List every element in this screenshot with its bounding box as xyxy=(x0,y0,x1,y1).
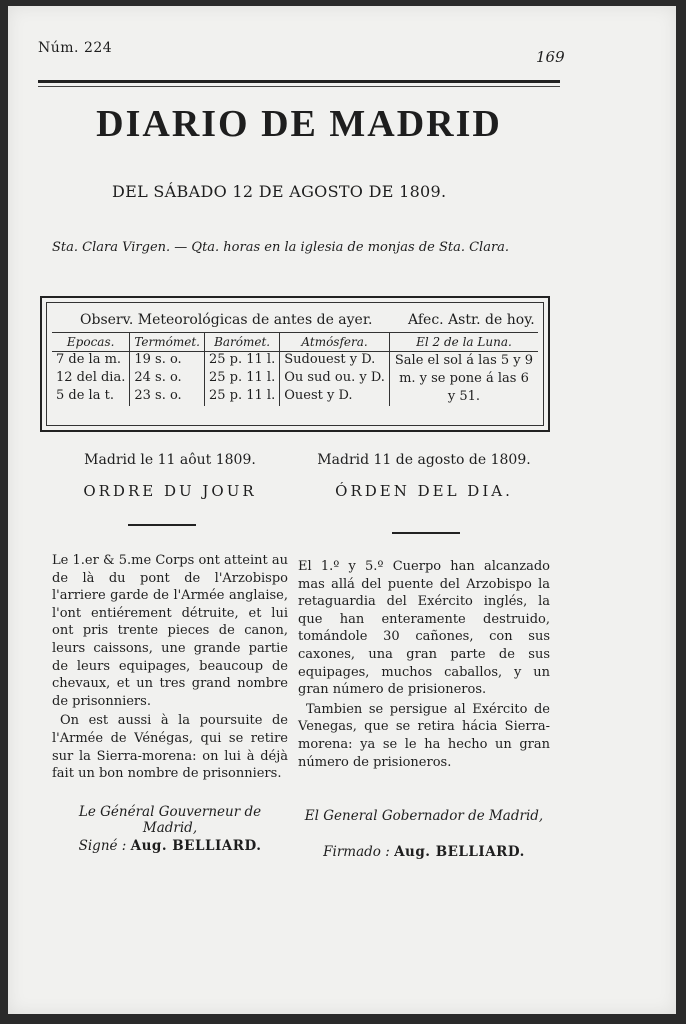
top-rule-thin xyxy=(38,86,560,87)
spanish-paragraph-1: El 1.º y 5.º Cuerpo han alcanzado mas allá del puente del Arzobispo la retaguardia del Exército inglés, la que han enteramente destruido, tomándole 30 cañones, con sus caxones, una gran parte de sus equipages, muchos caballos, y un gran número de prisioneros. xyxy=(298,559,550,698)
meteo-row xyxy=(52,352,538,371)
spanish-rule xyxy=(392,532,460,534)
epoca-cell: 5 de la t. xyxy=(56,388,114,403)
col-atmosfera: Atmósfera. xyxy=(280,333,390,352)
french-signature xyxy=(52,838,288,854)
baro-cell: 25 p. 11 l. xyxy=(204,370,279,388)
termo-cell: 24 s. o. xyxy=(130,370,205,388)
baro-cell: 25 p. 11 l. xyxy=(204,352,279,371)
french-body xyxy=(52,552,288,785)
col-luna: El 2 de la Luna. xyxy=(389,333,538,352)
col-termometro: Termómet. xyxy=(130,333,205,352)
spanish-signed-name: Aug. BELLIARD. xyxy=(394,844,525,860)
atmos-cell: Ouest y D. xyxy=(280,388,390,406)
french-signed-label: Signé : xyxy=(78,838,127,854)
col-epocas: Epocas. xyxy=(52,333,130,352)
baro-cell: 25 p. 11 l. xyxy=(204,388,279,406)
spanish-heading: ÓRDEN DEL DIA. xyxy=(335,482,513,500)
french-rule xyxy=(128,524,196,526)
french-place-date: Madrid le 11 aôut 1809. xyxy=(84,452,256,468)
spanish-body xyxy=(298,558,550,773)
french-signed-name: Aug. BELLIARD. xyxy=(130,838,262,854)
saint-notice: Sta. Clara Virgen. — Qta. horas en la iglesia de monjas de Sta. Clara. xyxy=(52,240,510,255)
astro-title: Afec. Astr. de hoy. xyxy=(408,312,535,328)
french-heading: ORDRE DU JOUR xyxy=(83,482,257,500)
spanish-signature xyxy=(298,844,550,860)
spanish-signer-title: El General Gobernador de Madrid, xyxy=(304,808,544,824)
luna-cell: Sale el sol á las 5 y 9 m. y se pone á las 6 y 51. xyxy=(389,352,538,407)
atmos-cell: Sudouest y D. xyxy=(280,352,390,371)
epoca-cell: 12 del dia. xyxy=(56,370,126,386)
french-paragraph-1: Le 1.er & 5.me Corps ont atteint au de là du pont de l'Arzobispo l'arriere garde de l'Armée anglaise, l'ont entiérement détruite, et lui ont pris trente pieces de canon, leurs caissons, une grande partie de leurs equipages, beaucoup de chevaux, et un tres grand nombre de prisonniers. xyxy=(52,553,288,709)
dateline: DEL SÁBADO 12 DE AGOSTO DE 1809. xyxy=(112,182,447,201)
spanish-place-date: Madrid 11 de agosto de 1809. xyxy=(317,452,531,468)
page-number: 169 xyxy=(536,48,565,66)
issue-number: Núm. 224 xyxy=(38,40,113,56)
newspaper-page xyxy=(8,6,676,1014)
masthead-title: DIARIO DE MADRID xyxy=(96,103,502,145)
termo-cell: 23 s. o. xyxy=(130,388,205,406)
meteo-table xyxy=(52,332,538,406)
epoca-cell: 7 de la m. xyxy=(56,352,122,367)
atmos-cell: Ou sud ou. y D. xyxy=(280,370,390,388)
french-paragraph-2: On est aussi à la poursuite de l'Armée de Vénégas, qui se retire sur la Sierra-morena: on lui à déjà fait un bon nombre de prisonniers. xyxy=(52,713,288,782)
meteo-title: Observ. Meteorológicas de antes de ayer. xyxy=(80,312,373,328)
french-signer-title: Le Général Gouverneur de Madrid, xyxy=(78,804,262,836)
meteorological-box xyxy=(40,296,550,432)
meteo-header-row xyxy=(52,333,538,352)
col-barometro: Barómet. xyxy=(204,333,279,352)
spanish-signed-label: Firmado : xyxy=(323,844,390,860)
spanish-paragraph-2: Tambien se persigue al Exército de Venegas, que se retira hácia Sierra-morena: ya se le ha hecho un gran número de prisioneros. xyxy=(298,701,550,770)
termo-cell: 19 s. o. xyxy=(130,352,205,371)
top-rule xyxy=(38,80,560,83)
